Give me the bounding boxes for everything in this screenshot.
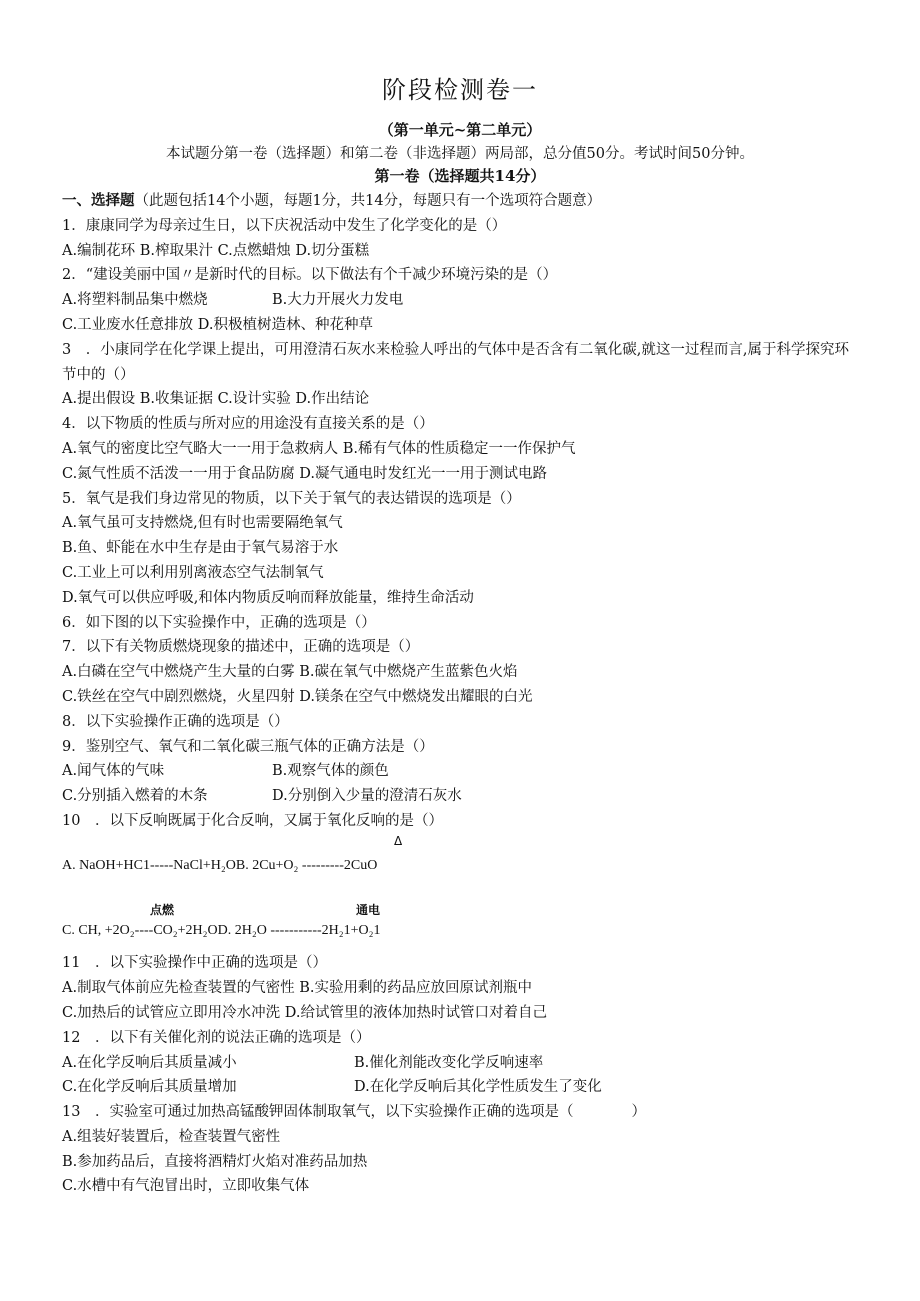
question-options: C.氮气性质不活泼一一用于食品防腐 D.凝气通电时发红光一一用于测试电路 [62, 465, 548, 482]
option-a: A.闻气体的气味 [62, 763, 165, 780]
option-c: C.工业上可以利用别离液态空气法制氧气 [62, 564, 324, 581]
question-options: C.铁丝在空气中剧烈燃烧，火星四射 D.镁条在空气中燃烧发出耀眼的白光 [62, 688, 533, 705]
option-d: D.在化学反响后其化学性质发生了变化 [354, 1079, 602, 1096]
option-c: C.水槽中有气泡冒出时，立即收集气体 [62, 1178, 310, 1195]
unit-range: （第一单元~第二单元） [378, 121, 542, 139]
question-stem: 2．“建设美丽中国〃是新时代的目标。以下做法有个千减少环境污染的是（） [62, 267, 558, 284]
exam-intro: 本试题分第一卷（选择题）和第二卷（非选择题）两局部，总分值50分。考试时间50分钟。 [166, 146, 754, 162]
question-options [62, 1075, 862, 1100]
question-options [62, 784, 862, 809]
question-stem: 9．鉴别空气、氧气和二氧化碳三瓶气体的正确方法是（） [62, 738, 434, 755]
question-options: A.提出假设 B.收集证据 C.设计实验 D.作出结论 [62, 391, 370, 408]
question-stem: 6．如下图的以下实验操作中，正确的选项是（） [62, 614, 376, 631]
question-stem: 10 ．以下反响既属于化合反响，又属于氧化反响的是（） [62, 812, 443, 829]
question-stem: 8．以下实验操作正确的选项是（） [62, 713, 289, 730]
reaction-condition-row [62, 834, 862, 854]
question-options: C.工业废水任意排放 D.积极植树造林、种花种草 [62, 316, 374, 333]
question-list [62, 189, 862, 1199]
question-options: A.氧气的密度比空气略大一一用于急救病人 B.稀有气体的性质稳定一一作保护气 [62, 440, 576, 457]
section-label: 一、选择题 [62, 192, 135, 209]
option-a: A.将塑料制品集中燃烧 [62, 292, 208, 309]
question-options: A.编制花环 B.榨取果汁 C.点燃蜡烛 D.切分蛋糕 [62, 242, 370, 259]
question-options [62, 288, 862, 313]
part-title: 第一卷（选择题共14分） [374, 167, 546, 185]
question-stem: 12 ．以下有关催化剂的说法正确的选项是（） [62, 1029, 371, 1046]
section-note: （此题包括14个小题，每题1分，共14分，每题只有一个选项符合题意） [134, 193, 602, 209]
question-options [62, 1051, 862, 1076]
option-b: B.参加药品后，直接将酒精灯火焰对准药品加热 [62, 1153, 368, 1170]
reaction-condition-row [62, 899, 862, 919]
question-stem: 3 ．小康同学在化学课上提出，可用澄清石灰水来检验人呼出的气体中是否含有二氧化碳,就这一过程而言,属于科学探究环节中的（） [62, 341, 849, 383]
electrolysis-condition: 通电 [356, 902, 381, 917]
question-stem: 5．氧气是我们身边常见的物质，以下关于氧气的表达错误的选项是（） [62, 490, 521, 507]
option-b: B.催化剂能改变化学反响速率 [354, 1054, 544, 1071]
option-c: C.在化学反响后其质量增加 [62, 1079, 237, 1096]
reaction-equations: A. NaOH+HC1-----NaCl+H₂OB. 2Cu+O₂ ---------2CuO [62, 857, 378, 873]
question-stem: 7．以下有关物质燃烧现象的描述中，正确的选项是（） [62, 639, 420, 656]
section-heading [62, 189, 862, 214]
option-b: B.鱼、虾能在水中生存是由于氧气易溶于水 [62, 540, 339, 557]
ignite-condition: 点燃 [150, 902, 175, 917]
option-a: A.组装好装置后，检查装置气密性 [62, 1128, 281, 1145]
page-title: 阶段检测卷一 [382, 76, 538, 104]
option-b: B.观察气体的颜色 [272, 763, 389, 780]
question-options [62, 759, 862, 784]
option-d: D.氧气可以供应呼吸,和体内物质反响而释放能量，维持生命活动 [62, 589, 474, 606]
question-stem: 1．康康同学为母亲过生日，以下庆祝活动中发生了化学变化的是（） [62, 217, 507, 234]
reaction-equations: C. CH, +2O₂----CO₂+2H₂OD. 2H₂O -----------2H₂1+O₂1 [62, 922, 381, 938]
option-a: A.在化学反响后其质量减小 [62, 1054, 237, 1071]
option-c: C.分别插入燃着的木条 [62, 788, 208, 805]
question-options: C.加热后的试管应立即用冷水冲洗 D.给试管里的液体加热时试管口对着自己 [62, 1004, 548, 1021]
option-b: B.大力开展火力发电 [272, 292, 404, 309]
question-stem: 11 ．以下实验操作中正确的选项是（） [62, 955, 327, 972]
question-options: A.制取气体前应先检查装置的气密性 B.实验用剩的药品应放回原试剂瓶中 [62, 980, 532, 997]
heat-symbol: Δ [394, 833, 403, 848]
option-a: A.氧气虽可支持燃烧,但有时也需要隔绝氧气 [62, 515, 343, 532]
question-stem: 4．以下物质的性质与所对应的用途没有直接关系的是（） [62, 416, 434, 433]
question-options: A.白磷在空气中燃烧产生大量的白雾 B.碳在氧气中燃烧产生蓝紫色火焰 [62, 664, 518, 681]
question-stem: 13 ．实验室可通过加热高锰酸钾固体制取氧气，以下实验操作正确的选项是（ ） [62, 1104, 646, 1121]
option-d: D.分别倒入少量的澄清石灰水 [272, 788, 462, 805]
